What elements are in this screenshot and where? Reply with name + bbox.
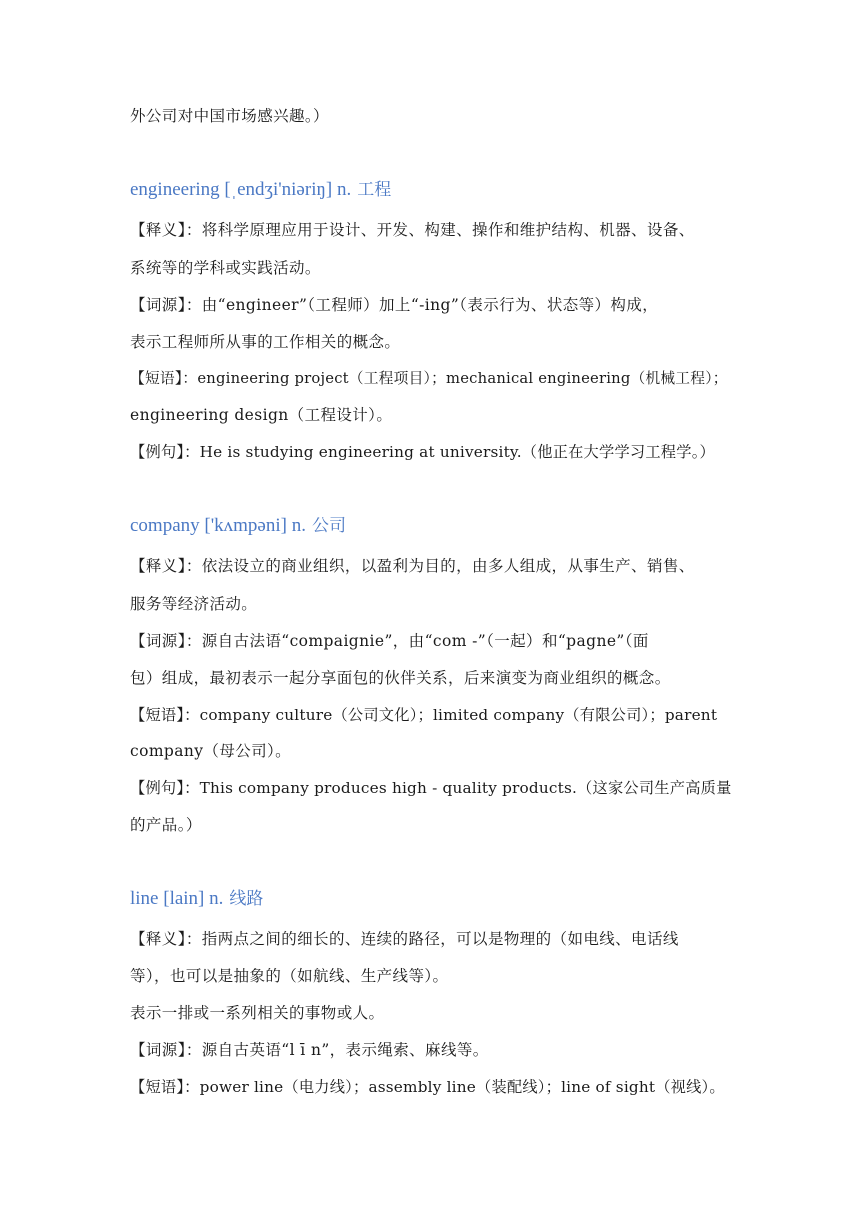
etymology-line: 【词源】：源自古英语“l ī n”，表示绳索、麻线等。 — [130, 1041, 489, 1059]
etymology-line: 表示工程师所从事的工作相关的概念。 — [130, 333, 401, 351]
headword-translation: 线路 — [229, 889, 264, 909]
definition-line: 服务等经济活动。 — [130, 595, 258, 613]
etymology-line: 包）组成，最初表示一起分享面包的伙伴关系，后来演变为商业组织的概念。 — [130, 669, 671, 687]
text-line: 外公司对中国市场感兴趣。） — [130, 107, 329, 125]
phrase-line: engineering design（工程设计）。 — [130, 406, 393, 424]
definition-line: 系统等的学科或实践活动。 — [130, 259, 321, 277]
definition-line: 【释义】：将科学原理应用于设计、开发、构建、操作和维护结构、机器、设备、 — [130, 221, 695, 239]
phrase-line: company（母公司）。 — [130, 742, 292, 760]
example-line: 的产品。） — [130, 816, 202, 834]
entry-heading-line — [130, 887, 263, 911]
phrase-line: 【短语】：engineering project（工程项目）；mechanical engineering（机械工程）； — [130, 370, 728, 387]
definition-line: 表示一排或一系列相关的事物或人。 — [130, 1004, 385, 1022]
definition-line: 【释义】：指两点之间的细长的、连续的路径，可以是物理的（如电线、电话线 — [130, 930, 679, 948]
definition-line: 【释义】：依法设立的商业组织，以盈利为目的，由多人组成，从事生产、销售、 — [130, 557, 695, 575]
etymology-line: 【词源】：源自古法语“compaignie”，由“com -”（一起）和“pagne”（面 — [130, 632, 649, 650]
headword: company ['kʌmpəni] n. — [130, 515, 306, 536]
phrase-line: 【短语】：power line（电力线）；assembly line（装配线）；line of sight（视线）。 — [130, 1078, 725, 1096]
entry-heading-company — [130, 514, 346, 538]
example-line: 【例句】：This company produces high - quality products.（这家公司生产高质量 — [130, 779, 732, 797]
phrase-line: 【短语】：company culture（公司文化）；limited company（有限公司）；parent — [130, 706, 718, 724]
definition-line: 等），也可以是抽象的（如航线、生产线等）。 — [130, 967, 449, 985]
headword: line [lain] n. — [130, 888, 224, 909]
etymology-line: 【词源】：由“engineer”（工程师）加上“-ing”（表示行为、状态等）构成， — [130, 296, 659, 314]
headword: engineering [ˌendʒi'niəriŋ] n. — [130, 179, 352, 200]
headword-translation: 工程 — [357, 180, 392, 200]
example-line: 【例句】：He is studying engineering at university.（他正在大学学习工程学。） — [130, 443, 715, 461]
headword-translation: 公司 — [311, 516, 346, 536]
entry-heading-engineering — [130, 178, 391, 202]
